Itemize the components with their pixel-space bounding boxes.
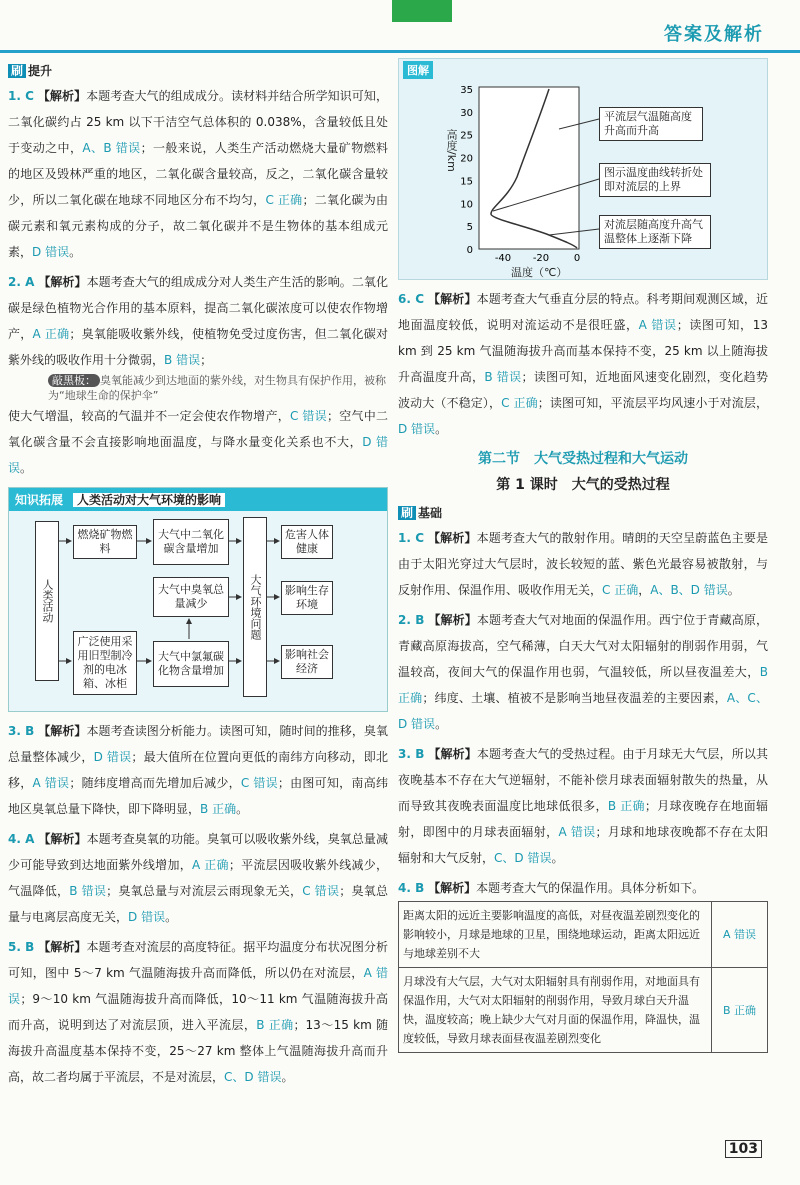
answer-1 bbox=[8, 83, 388, 265]
answer-text: 本题考查大气的组成成分对人类生产生活的影响。二氧化碳是绿色植物光合作用的基本原料，提高二氧化碳浓度可以使农作物增产， bbox=[8, 275, 388, 341]
answer-3 bbox=[8, 718, 388, 822]
y-tick-label: 25 bbox=[460, 130, 473, 142]
analysis-label: 【解析】 bbox=[428, 613, 477, 627]
answer-text: ；纬度、土壤、植被不是影响当地昼夜温差的主要因素， bbox=[422, 691, 727, 705]
answer-text: ；空气中二氧化碳含量不会直接影响地面温度，与降水量变化关系也不大， bbox=[8, 409, 388, 449]
tip-label: 敲黑板： bbox=[48, 374, 100, 387]
answer-text: ；月球夜晚存在地面辐射，即图中的月球表面辐射， bbox=[398, 799, 768, 839]
answer-verdict: D 错误 bbox=[128, 910, 166, 924]
knowledge-tag: 知识拓展 bbox=[15, 493, 64, 507]
box-human-activity: 人类活动 bbox=[35, 521, 59, 681]
answer-text: 。 bbox=[165, 910, 178, 924]
box-env-problem: 大气环境问题 bbox=[243, 517, 267, 697]
answer-verdict: D 错误 bbox=[398, 422, 436, 436]
answer-text: 本题考查大气垂直分层的特点。科考期间观测区域，近地面温度较低，说明对流运动不是很旺盛， bbox=[398, 292, 768, 332]
answer-text: ；平流层因吸收紫外线减少，气温降低， bbox=[8, 858, 388, 898]
answer-text: 本题考查对流层的高度特征。据平均温度分布状况图分析可知，图中 5～7 km 气温随海拔升高而降低，所以仍在对流层， bbox=[8, 940, 388, 980]
answer-verdict: A 正确 bbox=[32, 327, 70, 341]
answer-verdict: A 错误 bbox=[32, 776, 70, 790]
answer-number: 1. C bbox=[8, 89, 34, 103]
answer-verdict: B 错误 bbox=[69, 884, 107, 898]
answer-text: 本题考查臭氧的功能。臭氧可以吸收紫外线，臭氧总量减少可能导致到达地面紫外线增加， bbox=[8, 832, 388, 872]
answer-text: ；13～15 km 随海拔升高温度基本保持不变，25～27 km 整体上气温随海拔升高而升高，故二者均属于平流层，不是对流层， bbox=[8, 1018, 388, 1084]
knowledge-title: 人类活动对大气环境的影响 bbox=[73, 493, 225, 507]
x-tick-label: 0 bbox=[573, 253, 581, 264]
answer-verdict: C、D 错误 bbox=[224, 1070, 282, 1084]
answer-verdict: B 正确 bbox=[200, 802, 237, 816]
answer-verdict: B 错误 bbox=[484, 370, 522, 384]
answer-2 bbox=[8, 269, 388, 373]
callout-stratosphere: 平流层气温随高度升高而升高 bbox=[599, 107, 703, 141]
answer-text: ；读图可知，13 km 到 25 km 气温随海拔升高而基本保持不变，25 km 以上随海拔升高温度升高， bbox=[398, 318, 768, 384]
box-cfc-increase: 大气中氯氟碳化物含量增加 bbox=[153, 641, 229, 687]
answer-text: 。 bbox=[281, 1070, 294, 1084]
callout-tropopause: 图示温度曲线转折处即对流层的上界 bbox=[599, 163, 711, 197]
answer-text: ；读图可知，近地面风速变化剧烈，变化趋势波动大（不稳定）， bbox=[398, 370, 768, 410]
answer-text: 本题考查大气的保温作用。具体分析如下。 bbox=[476, 881, 705, 895]
y-tick-label: 30 bbox=[460, 107, 473, 119]
answer-verdict: B 正确 bbox=[256, 1018, 294, 1032]
answer-number: 3. B bbox=[8, 724, 35, 738]
answer-text: ；臭氧能吸收紫外线，使植物免受过度伤害，但二氧化碳对紫外线的吸收作用十分微弱， bbox=[8, 327, 388, 367]
answer-number: 4. B bbox=[398, 881, 425, 895]
answer-verdict: C、D 错误 bbox=[494, 851, 552, 865]
tag-jichu bbox=[398, 504, 442, 521]
brush-icon: 刷 bbox=[398, 506, 416, 520]
answer-4 bbox=[8, 826, 388, 930]
page-number: 103 bbox=[725, 1140, 762, 1158]
answer-text: 。 bbox=[20, 461, 33, 475]
box-cfc-source: 广泛使用采用旧型制冷剂的电冰箱、冰柜 bbox=[73, 631, 137, 695]
x-axis-label: 温度（℃） bbox=[511, 266, 568, 279]
answer-text: ；由图可知，南高纬地区臭氧总量下降快，即下降明显， bbox=[8, 776, 388, 816]
tag-label: 提升 bbox=[28, 64, 53, 78]
basic-answer-2 bbox=[398, 607, 768, 737]
y-tick-label: 35 bbox=[460, 85, 473, 96]
tip-note bbox=[48, 373, 388, 403]
header-title: 答案及解析 bbox=[664, 24, 764, 45]
answer-text: ；随纬度增高而先增加后减少， bbox=[69, 776, 241, 790]
x-ticks bbox=[495, 253, 580, 264]
answer-text: 。 bbox=[236, 802, 249, 816]
x-tick-label: -40 bbox=[494, 253, 512, 264]
answer-verdict: C 正确 bbox=[265, 193, 303, 207]
answer-number: 6. C bbox=[398, 292, 425, 306]
knowledge-diagram bbox=[9, 511, 387, 711]
answer-text: ；月球和地球夜晚都不存在太阳辐射和大气反射， bbox=[398, 825, 768, 865]
answer-text: 。 bbox=[551, 851, 564, 865]
box-burn-fuel: 燃烧矿物燃料 bbox=[73, 525, 137, 559]
answer-2-cont bbox=[8, 403, 388, 481]
answer-verdict: C 错误 bbox=[289, 409, 327, 423]
answer-text: ；二氧化碳为由碳元素和氧元素构成的分子，故二氧化碳并不是生物体的基本组成元素， bbox=[8, 193, 388, 259]
answer-verdict: C 正确 bbox=[501, 396, 538, 410]
answer-verdict: A、B、D 错误 bbox=[650, 583, 728, 597]
analysis-label: 【解析】 bbox=[38, 724, 87, 738]
header-rule bbox=[0, 50, 800, 53]
box-ozone-decrease: 大气中臭氧总量减少 bbox=[153, 577, 229, 617]
callout-troposphere: 对流层随高度升高气温整体上逐渐下降 bbox=[599, 215, 711, 249]
x-tick-label: -20 bbox=[532, 253, 550, 264]
answer-number: 2. B bbox=[398, 613, 425, 627]
analysis-label: 【解析】 bbox=[428, 531, 477, 545]
analysis-label: 【解析】 bbox=[38, 832, 87, 846]
answer-number: 1. C bbox=[398, 531, 425, 545]
box-economy: 影响社会经济 bbox=[281, 645, 333, 679]
box-health: 危害人体健康 bbox=[281, 525, 333, 559]
answer-text: 本题考查大气的散射作用。晴朗的天空呈蔚蓝色主要是由于太阳光穿过大气层时，波长较短的蓝、紫色光最容易被散射，与反射作用、保温作用、吸收作用无关， bbox=[398, 531, 768, 597]
table-verdict: A 错误 bbox=[712, 902, 768, 968]
answer-verdict: C 错误 bbox=[240, 776, 278, 790]
answer-text: ；一般来说，人类生产活动燃烧大量矿物燃料的地区及毁林严重的地区，二氧化碳含量较高，反之，二氧化碳含量较少，所以二氧化碳在地球不同地区分布不均匀， bbox=[8, 141, 388, 207]
answer-text: 。 bbox=[435, 717, 448, 731]
lesson-title: 第 1 课时 大气的受热过程 bbox=[496, 477, 670, 493]
answer-verdict: A 错误 bbox=[558, 825, 596, 839]
basic-answer-3 bbox=[398, 741, 768, 871]
box-co2-increase: 大气中二氧化碳含量增加 bbox=[153, 519, 229, 565]
analysis-label: 【解析】 bbox=[37, 89, 87, 103]
plot-area bbox=[479, 87, 579, 249]
tag-tisheng bbox=[8, 62, 52, 79]
section-title: 第二节 大气受热过程和大气运动 bbox=[478, 451, 688, 467]
tip-text: 臭氧能减少到达地面的紫外线，对生物具有保护作用，被称为“地球生命的保护伞” bbox=[48, 374, 386, 402]
y-tick-label: 0 bbox=[466, 245, 473, 256]
answer-text: 。 bbox=[727, 583, 740, 597]
answer-verdict: C 正确 bbox=[602, 583, 639, 597]
answer-verdict: A、B 错误 bbox=[82, 141, 141, 155]
answer-verdict: D 错误 bbox=[93, 750, 132, 764]
answer-verdict: D 错误 bbox=[8, 435, 388, 475]
header-accent bbox=[392, 0, 452, 22]
knowledge-box bbox=[8, 487, 388, 712]
answer-verdict: A 正确 bbox=[191, 858, 229, 872]
y-tick-label: 10 bbox=[460, 199, 473, 211]
analysis-label: 【解析】 bbox=[428, 292, 477, 306]
answer-text: 使大气增温，较高的气温并不一定会使农作物增产， bbox=[8, 409, 290, 423]
answer-text: ；读图可知，平流层平均风速小于对流层， bbox=[537, 396, 768, 410]
answer-text: 本题考查大气对地面的保温作用。西宁位于青藏高原，青藏高原海拔高，空气稀薄，白天大气对太阳辐射的削弱作用弱，气温较高，夜间大气的保温作用也弱，气温较低，所以昼夜温差大， bbox=[398, 613, 768, 679]
answer-number: 5. B bbox=[8, 940, 35, 954]
answer-text: 本题考查大气的受热过程。由于月球无大气层，所以其夜晚基本不存在大气逆辐射，不能补偿月球表面辐射散失的热量，从而导致其夜晚表面温度比地球低很多， bbox=[398, 747, 768, 813]
answer-text: 本题考查读图分析能力。读图可知，随时间的推移，臭氧总量整体减少， bbox=[8, 724, 388, 764]
answer-verdict: A 错误 bbox=[638, 318, 677, 332]
y-tick-label: 20 bbox=[460, 153, 473, 165]
answer-verdict: A 错误 bbox=[8, 966, 388, 1006]
basic-answer-4 bbox=[398, 875, 768, 901]
tag-label: 基础 bbox=[418, 506, 443, 520]
y-ticks bbox=[460, 85, 473, 256]
analysis-table bbox=[398, 901, 768, 1053]
answer-text: 。 bbox=[69, 245, 82, 259]
table-row bbox=[399, 902, 768, 968]
knowledge-header bbox=[9, 488, 387, 511]
answer-text: 本题考查大气的组成成分。读材料并结合所学知识可知，二氧化碳约占 25 km 以下干洁空气总体积的 0.038%，含量较低且处于变动之中， bbox=[8, 89, 388, 155]
answer-number: 3. B bbox=[398, 747, 425, 761]
analysis-label: 【解析】 bbox=[38, 275, 87, 289]
answer-text: ；臭氧总量与电离层高度无关， bbox=[8, 884, 388, 924]
answer-5 bbox=[8, 934, 388, 1090]
answer-verdict: A、C、D 错误 bbox=[398, 691, 768, 731]
answer-text: ；9～10 km 气温随海拔升高而降低，10～11 km 气温随海拔升高而升高，说明到达了对流层顶，进入平流层， bbox=[8, 992, 388, 1032]
answer-text: ， bbox=[638, 583, 651, 597]
analysis-label: 【解析】 bbox=[428, 881, 477, 895]
right-column bbox=[398, 58, 768, 1053]
answer-verdict: C 错误 bbox=[302, 884, 340, 898]
answer-verdict: B 正确 bbox=[607, 799, 645, 813]
analysis-label: 【解析】 bbox=[38, 940, 87, 954]
answer-number: 4. A bbox=[8, 832, 35, 846]
figure-box bbox=[398, 58, 768, 280]
answer-text: ； bbox=[200, 353, 213, 367]
brush-icon: 刷 bbox=[8, 64, 26, 78]
answer-number: 2. A bbox=[8, 275, 35, 289]
table-cell: 距离太阳的远近主要影响温度的高低，对昼夜温差剧烈变化的影响较小，月球是地球的卫星，围绕地球运动，距离太阳远近与地球差别不大 bbox=[399, 902, 712, 968]
answer-text: 。 bbox=[435, 422, 448, 436]
answer-verdict: D 错误 bbox=[32, 245, 70, 259]
table-verdict: B 正确 bbox=[712, 968, 768, 1053]
answer-verdict: B 错误 bbox=[164, 353, 201, 367]
left-column bbox=[8, 58, 388, 1090]
answer-text: ；最大值所在位置向更低的南纬方向移动，即北移， bbox=[8, 750, 388, 790]
table-cell: 月球没有大气层，大气对太阳辐射具有削弱作用，对地面具有保温作用，大气对太阳辐射的削弱作用，导致月球白天升温快，温度较高；晚上缺少大气对月面的保温作用，降温快，温度较低，导致月球表面昼夜温差剧烈变化 bbox=[399, 968, 712, 1053]
page-header bbox=[0, 0, 800, 52]
answer-verdict: B 正确 bbox=[398, 665, 768, 705]
box-living-env: 影响生存环境 bbox=[281, 581, 333, 615]
table-row bbox=[399, 968, 768, 1053]
y-axis-label: 高度/km bbox=[445, 129, 458, 172]
answer-text: ；臭氧总量与对流层云雨现象无关， bbox=[106, 884, 303, 898]
answer-6 bbox=[398, 286, 768, 442]
y-tick-label: 5 bbox=[466, 222, 473, 234]
analysis-label: 【解析】 bbox=[428, 747, 477, 761]
y-tick-label: 15 bbox=[460, 176, 473, 188]
basic-answer-1 bbox=[398, 525, 768, 603]
figure-tag: 图解 bbox=[403, 61, 433, 79]
